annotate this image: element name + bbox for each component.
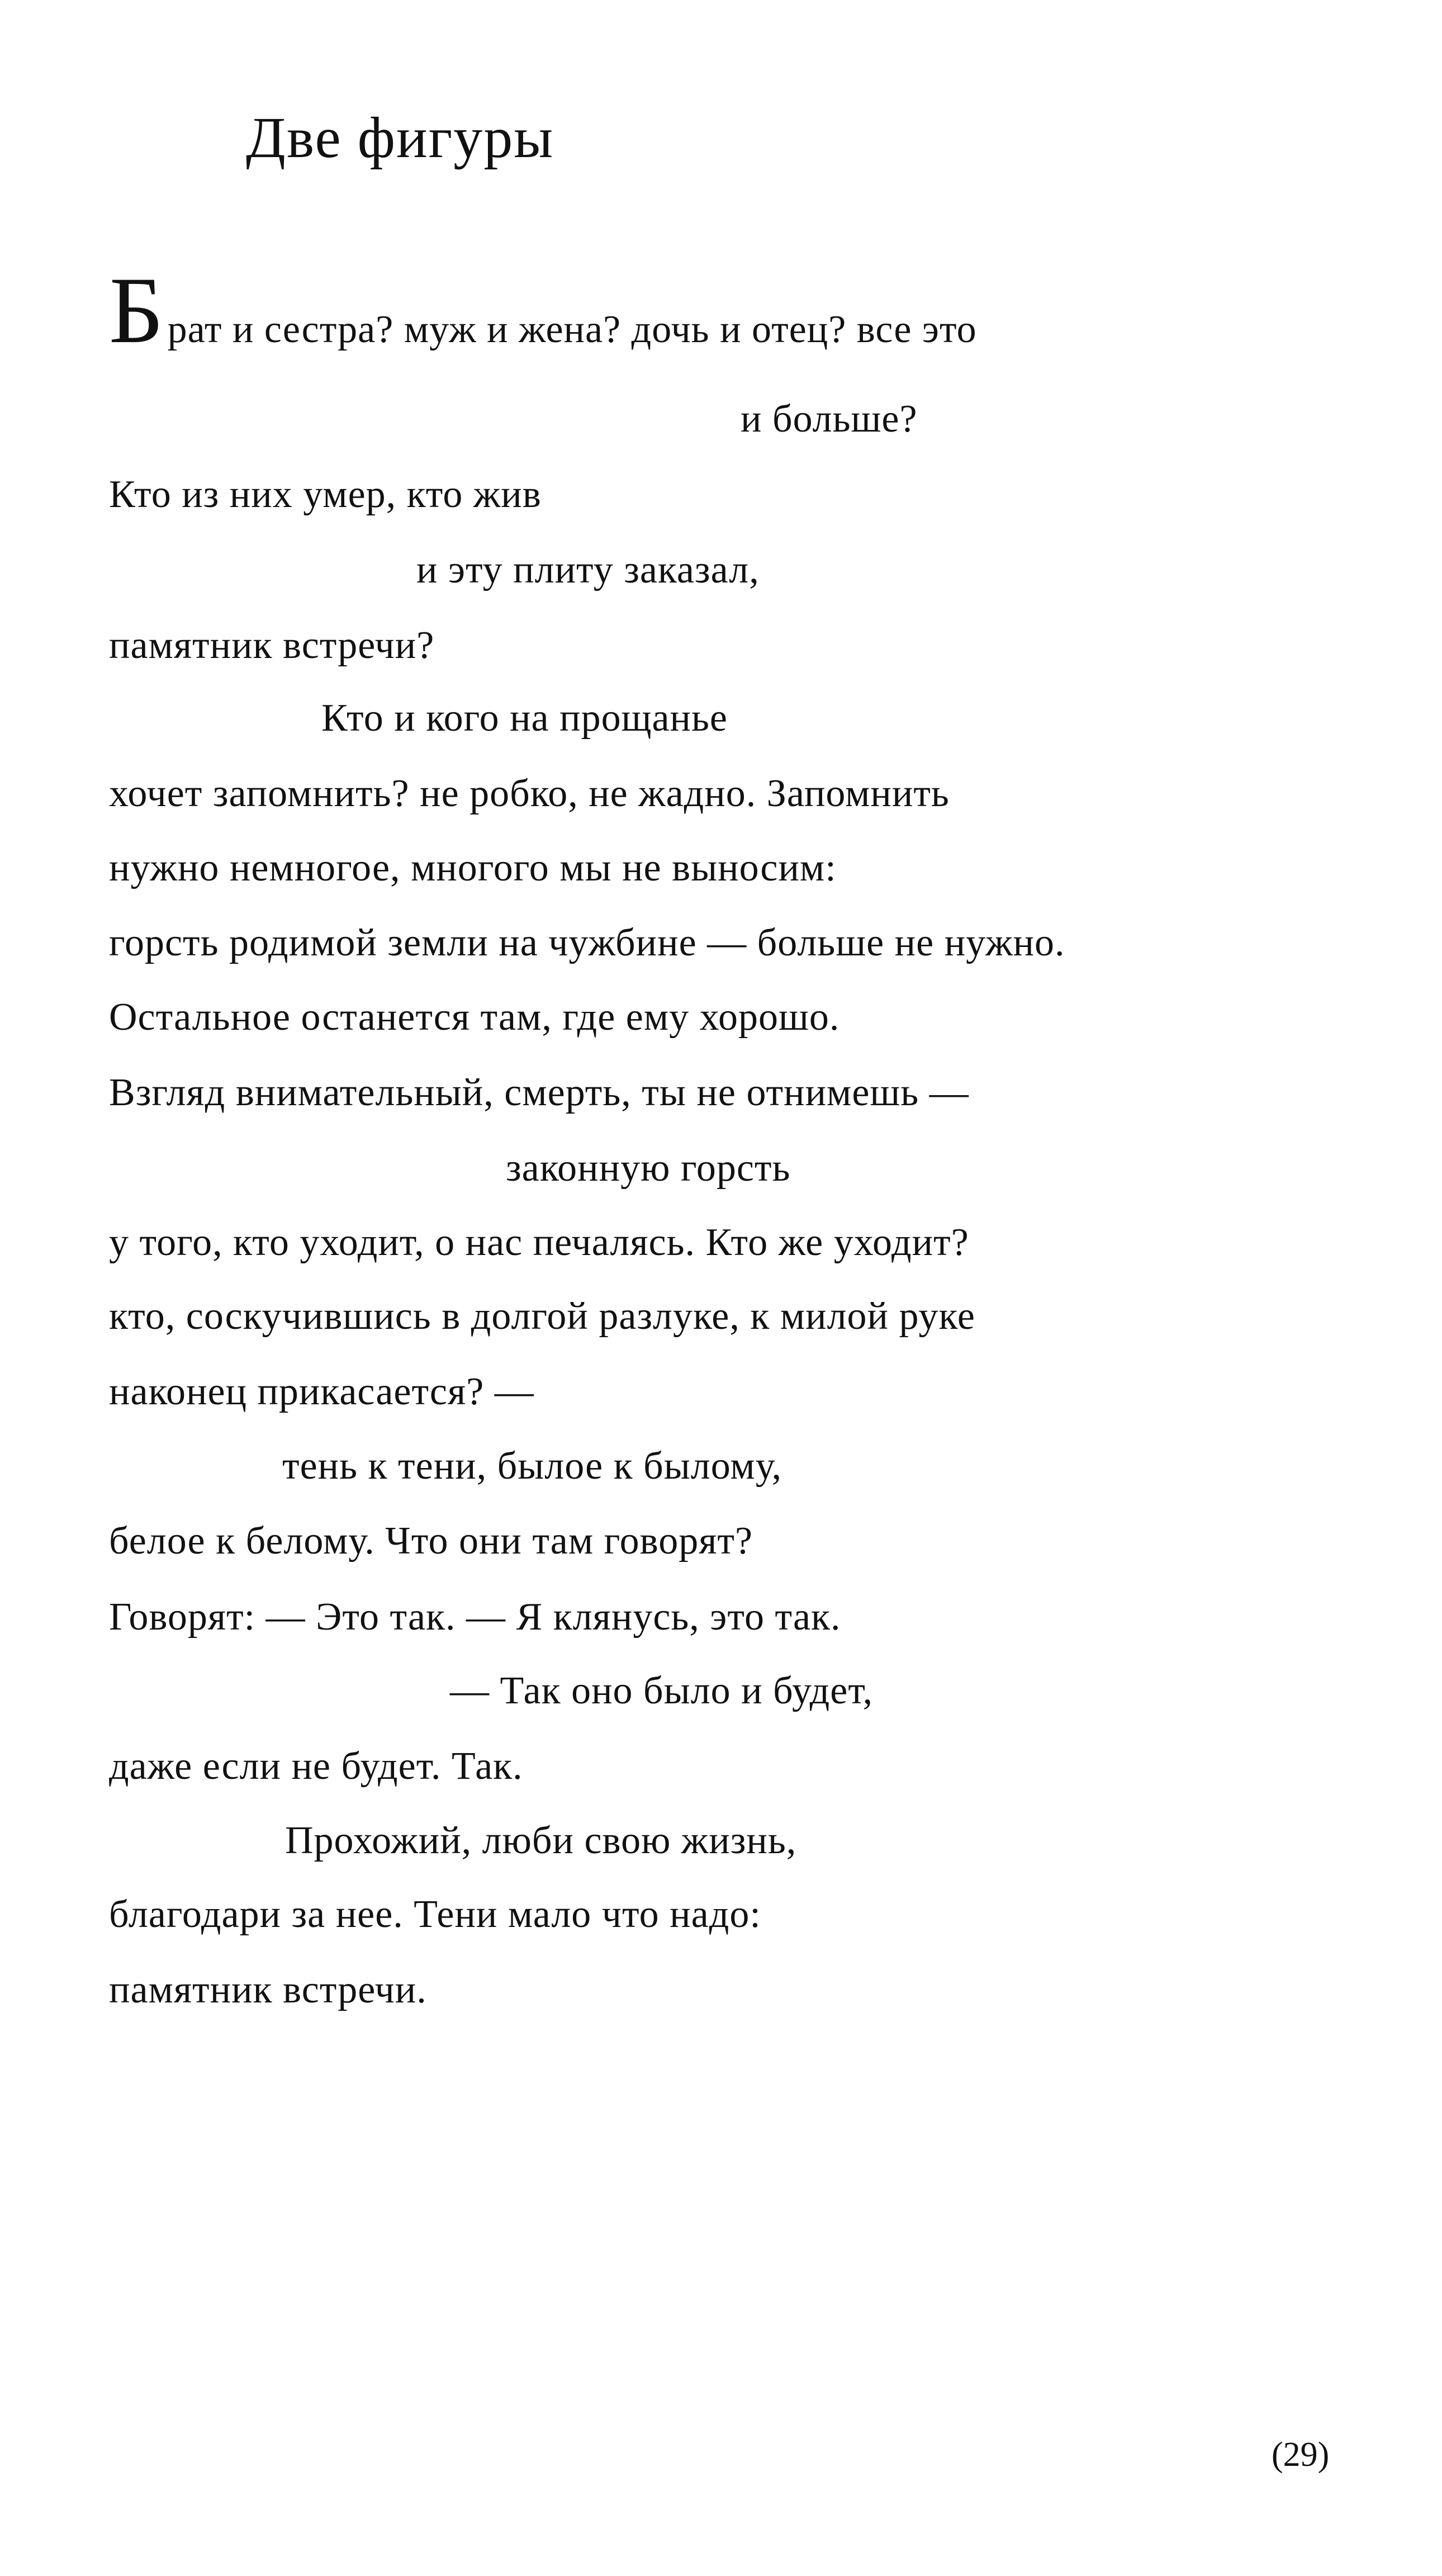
poem-line: хочет запомнить? не робко, не жадно. Запомнить — [109, 772, 950, 815]
poem-first-line-text: рат и сестра? муж и жена? дочь и отец? все это — [167, 308, 977, 351]
page-number: (29) — [1272, 2436, 1330, 2474]
poem-line: Остальное останется там, где ему хорошо. — [109, 996, 840, 1039]
poem-title: Две фигуры — [246, 106, 554, 170]
poem-line: — Так оно было и будет, — [450, 1669, 874, 1712]
poem-line: и больше? — [741, 397, 918, 441]
poem-line: Прохожий, люби свою жизнь, — [285, 1819, 797, 1862]
poem-line: памятник встречи. — [109, 1968, 427, 2011]
poem-line: Кто из них умер, кто жив — [109, 473, 542, 516]
poem-line: законную горсть — [506, 1147, 791, 1190]
poem-first-line — [109, 258, 977, 363]
poem-line: кто, соскучившись в долгой разлуке, к милой руке — [109, 1295, 975, 1338]
poem-line: нужно немногое, многого мы не выносим: — [109, 846, 837, 889]
poem-line: белое к белому. Что они там говорят? — [109, 1519, 753, 1562]
poem-line: у того, кто уходит, о нас печалясь. Кто же уходит? — [109, 1221, 969, 1264]
drop-cap: Б — [109, 258, 164, 363]
poem-line: и эту плиту заказал, — [416, 548, 760, 591]
poem-line: Взгляд внимательный, смерть, ты не отнимешь — — [109, 1071, 969, 1114]
poem-line: Говорят: — Это так. — Я клянусь, это так. — [109, 1595, 841, 1639]
poem-line: даже если не будет. Так. — [109, 1745, 523, 1788]
poem-line: Кто и кого на прощанье — [321, 697, 728, 740]
poem-line: благодари за нее. Тени мало что надо: — [109, 1893, 761, 1936]
poem-line: тень к тени, былое к былому, — [282, 1445, 782, 1488]
poem-line: горсть родимой земли на чужбине — больше не нужно. — [109, 921, 1065, 964]
poem-line: памятник встречи? — [109, 624, 435, 667]
poem-line: наконец прикасается? — — [109, 1370, 534, 1413]
